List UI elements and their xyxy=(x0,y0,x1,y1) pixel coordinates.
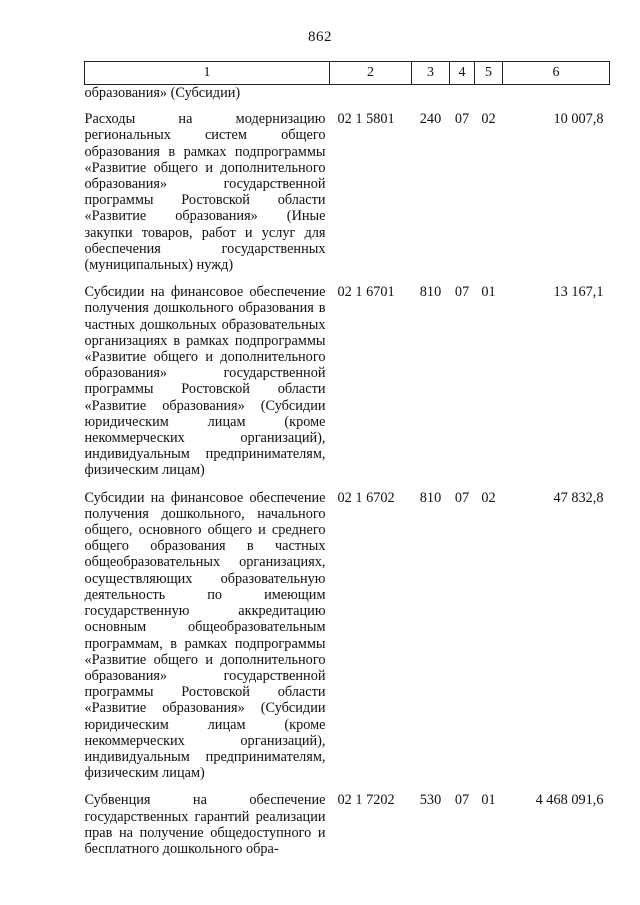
page-number: 862 xyxy=(308,29,332,45)
column-header-3: 3 xyxy=(412,62,450,85)
row-target-code: 02 1 7202 xyxy=(337,792,395,809)
row-subsection: 01 xyxy=(481,792,496,809)
table-row xyxy=(85,281,610,486)
row-target-code: 02 1 5801 xyxy=(337,111,395,128)
row-section: 07 xyxy=(454,792,470,809)
row-description: Субсидии на финансовое обеспечение получения дошкольного, начального общего, основного общего и среднего общего образования в частных общеобразовательных организациях, осуществляющих образовательную деятельность по имеющим государственную аккредитацию основным общеобразовательным программам, в рамках подпрограммы «Развитие общего и дополнительного образования» государственной программы Ростовской области «Развитие образования» (Субсидии юридическим лицам (кроме некоммерческих организаций), индивидуальным предпринимателям, физическим лицам) xyxy=(84,489,326,782)
row-expense-type: 530 xyxy=(419,792,442,809)
column-header-6: 6 xyxy=(503,62,610,85)
table-header xyxy=(85,62,610,85)
table-row-continuation xyxy=(85,85,610,109)
row-description: Расходы на модернизацию региональных систем общего образования в рамках подпрограммы «Развитие общего и дополнительного образования» государственной программы Ростовской области «Развитие образования» (Иные закупки товаров, работ и услуг для обеспечения государственных (муниципальных) нужд) xyxy=(84,111,326,274)
column-header-4: 4 xyxy=(450,62,475,85)
row-expense-type: 240 xyxy=(419,111,442,128)
table-row xyxy=(85,487,610,790)
table-row xyxy=(85,108,610,281)
column-header-2: 2 xyxy=(330,62,412,85)
row-subsection: 02 xyxy=(481,489,496,506)
row-amount: 4 468 091,6 xyxy=(535,792,604,809)
row-section: 07 xyxy=(454,284,470,301)
budget-table xyxy=(84,61,610,865)
row-amount: 13 167,1 xyxy=(553,284,604,301)
table-row xyxy=(85,789,610,865)
row-description: Субсидии на финансовое обеспечение получения дошкольного образования в частных дошкольных образовательных организациях в рамках подпрограммы «Развитие общего и дополнительного образования» государственной программы Ростовской области «Развитие образования» (Субсидии юридическим лицам (кроме некоммерческих организаций), индивидуальным предпринимателям, физическим лицам) xyxy=(84,284,326,479)
row-section: 07 xyxy=(454,111,470,128)
column-header-5: 5 xyxy=(475,62,503,85)
row-subsection: 02 xyxy=(481,111,496,128)
row-section: 07 xyxy=(454,489,470,506)
column-header-1: 1 xyxy=(85,62,330,85)
row-expense-type: 810 xyxy=(419,284,442,301)
row-expense-type: 810 xyxy=(419,489,442,506)
row-amount: 47 832,8 xyxy=(553,489,604,506)
row-target-code: 02 1 6701 xyxy=(337,284,395,301)
row-target-code: 02 1 6702 xyxy=(337,489,395,506)
row-description: Субвенция на обеспечение государственных гарантий реализации прав на получение общедоступного и бесплатного дошкольного обра- xyxy=(84,792,326,857)
continuation-text: образования» (Субсидии) xyxy=(84,85,241,101)
row-amount: 10 007,8 xyxy=(553,111,604,128)
row-subsection: 01 xyxy=(481,284,496,301)
